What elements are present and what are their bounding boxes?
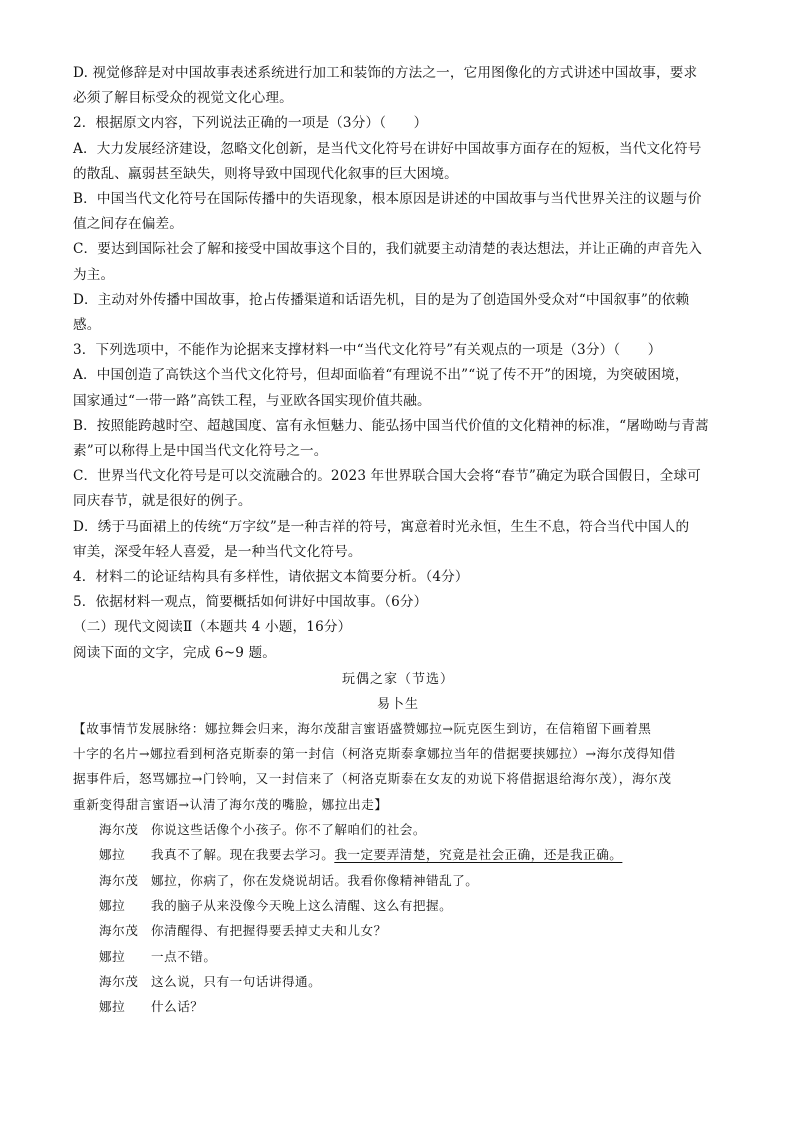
dialogue-line	[73, 918, 723, 943]
q3-stem: 3．下列选项中，不能作为论据来支撑材料一中“当代文化符号”有关观点的一项是（3分）（ ）	[73, 342, 662, 359]
dialogue-speaker: 娜拉	[99, 847, 126, 863]
q3-option-a-line-2: 国家通过“一带一路”高铁工程，与亚欧各国实现价值共融。	[73, 392, 431, 409]
dialogue-speaker: 海尔茂	[99, 923, 139, 939]
dialogue-text: 你说这些话像个小孩子。你不了解咱们的社会。	[151, 822, 426, 838]
q2-option-d-line-2: 感。	[73, 317, 101, 334]
q3-option-b-line-1: B．按照能跨越时空、超越国度、富有永恒魅力、能弘扬中国当代价值的文化精神的标准，“屠呦呦与青蒿	[73, 417, 709, 434]
q2-stem: 2．根据原文内容，下列说法正确的一项是（3分）（ ）	[73, 115, 428, 132]
dialogue-line	[73, 817, 723, 842]
section-heading: （二）现代文阅读Ⅱ（本题共 4 小题，16分）	[73, 619, 352, 636]
dialogue-text: 娜拉，你病了，你在发烧说胡话。我看你像精神错乱了。	[151, 872, 479, 888]
dialogue-text: 我真不了解。现在我要去学习。	[151, 847, 335, 863]
q1-option-d-line-2: 必须了解目标受众的视觉文化心理。	[73, 90, 293, 107]
q3-option-a-line-1: A．中国创造了高铁这个当代文化符号，但却面临着“有理说不出”“说了传不开”的困境，为突破困境，	[73, 367, 689, 384]
dialogue-speaker: 娜拉	[99, 897, 126, 913]
dialogue-line	[73, 842, 723, 867]
dialogue-speaker: 海尔茂	[99, 872, 139, 888]
q2-option-c-line-1: C．要达到国际社会了解和接受中国故事这个目的，我们就要主动清楚的表达想法，并让正确的声音先入	[73, 241, 703, 258]
q2-option-d-line-1: D．主动对外传播中国故事，抢占传播渠道和话语先机，目的是为了创造国外受众对“中国叙事”的依赖	[73, 291, 690, 308]
q4-stem: 4．材料二的论证结构具有多样性，请依据文本简要分析。（4分）	[73, 569, 469, 586]
dialogue-line	[73, 969, 723, 994]
section-instruction: 阅读下面的文字，完成 6~9 题。	[73, 644, 277, 661]
dialogue-text: 一点不错。	[151, 948, 217, 964]
dialogue-text: 这么说，只有一句话讲得通。	[151, 973, 322, 989]
q5-stem: 5．依据材料一观点，简要概括如何讲好中国故事。（6分）	[73, 594, 428, 611]
q3-option-c-line-2: 同庆春节，就是很好的例子。	[73, 493, 252, 510]
q3-option-d-line-1: D．绣于马面裙上的传统“万字纹”是一种吉祥的符号，寓意着时光永恒，生生不息，符合当代中国人的	[73, 518, 690, 535]
q3-option-b-line-2: 素”可以称得上是中国当代文化符号之一。	[73, 443, 328, 460]
dialogue-line	[73, 994, 723, 1019]
dialogue-line	[73, 868, 723, 893]
q2-option-b-line-1: B．中国当代文化符号在国际传播中的失语现象，根本原因是讲述的中国故事与当代世界关注的议题与价	[73, 191, 702, 208]
q2-option-b-line-2: 值之间存在偏差。	[73, 216, 183, 233]
passage-author: 易卜生	[376, 696, 419, 712]
plot-summary-line-4: 重新变得甜言蜜语→认清了海尔茂的嘴脸，娜拉出走】	[73, 796, 388, 812]
q3-option-c-line-1: C．世界当代文化符号是可以交流融合的。2023 年世界联合国大会将“春节”确定为联合国假日，全球可	[73, 468, 701, 485]
q2-option-c-line-2: 为主。	[73, 266, 115, 283]
plot-summary-line-3: 据事件后，怒骂娜拉→门铃响，又一封信来了（柯洛克斯泰在女友的劝说下将借据退给海尔茂），海尔茂	[73, 771, 672, 787]
dialogue-line	[73, 893, 723, 918]
dialogue-speaker: 海尔茂	[99, 822, 139, 838]
dialogue-line	[73, 944, 723, 969]
q1-option-d-line-1: D. 视觉修辞是对中国故事表述系统进行加工和装饰的方法之一，它用图像化的方式讲述中国故事，要求	[73, 65, 698, 81]
dialogue-speaker: 娜拉	[99, 948, 126, 964]
exam-page	[73, 61, 723, 1019]
dialogue-underlined-text: 我一定要弄清楚，究竟是社会正确，还是我正确。	[334, 847, 623, 863]
dialogue-speaker: 娜拉	[99, 999, 126, 1015]
q3-option-d-line-2: 审美，深受年轻人喜爱，是一种当代文化符号。	[73, 543, 362, 560]
dialogue-text: 什么话？	[151, 999, 204, 1015]
dialogue-text: 我的脑子从来没像今天晚上这么清醒、这么有把握。	[151, 897, 453, 913]
dialogue-speaker: 海尔茂	[99, 973, 139, 989]
plot-summary-line-1: 【故事情节发展脉络：娜拉舞会归来，海尔茂甜言蜜语盛赞娜拉→阮克医生到访，在信箱留下画着黑	[73, 720, 652, 736]
passage-title: 玩偶之家（节选）	[341, 671, 454, 687]
dialogue-text: 你清醒得、有把握得要丢掉丈夫和儿女？	[151, 923, 387, 939]
q2-option-a-line-2: 的散乱、羸弱甚至缺失，则将导致中国现代化叙事的巨大困境。	[73, 165, 458, 182]
q2-option-a-line-1: A．大力发展经济建设，忽略文化创新，是当代文化符号在讲好中国故事方面存在的短板，当代文化符号	[73, 140, 702, 157]
plot-summary-line-2: 十字的名片→娜拉看到柯洛克斯泰的第一封信（柯洛克斯泰拿娜拉当年的借据要挟娜拉）→海尔茂得知借	[73, 746, 676, 762]
